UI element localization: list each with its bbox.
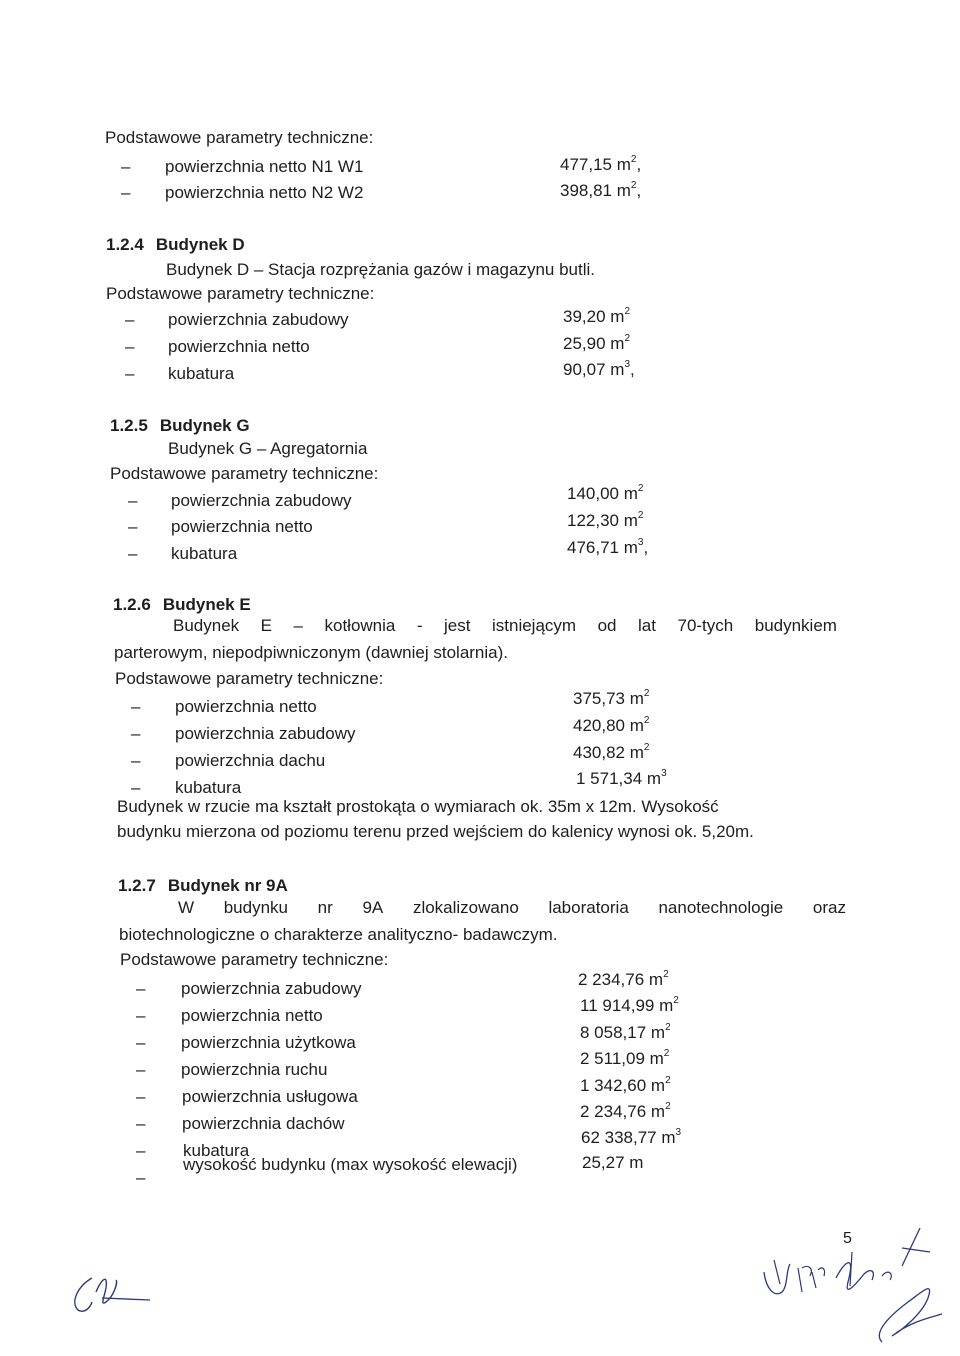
param-value: 8 058,17 $m^2$ [580,1022,671,1042]
param-name: kubatura [175,778,242,797]
param-value: 1 571,34 $m^3$ [576,768,667,788]
param-name: powierzchnia użytkowa [181,1033,356,1052]
param-name: powierzchnia ruchu [181,1060,328,1079]
param-value: 2 234,76 $m^2$ [580,1101,671,1121]
param-name: powierzchnia dachu [175,751,326,770]
param-name: powierzchnia netto [175,697,317,716]
param-value: 420,80 $m^2$ [573,715,650,735]
section-description-line1: Budynek E – kotłownia - jest istniejącym od lat 70-tych budynkiem [173,616,837,635]
params-label: Podstawowe parametry techniczne: [120,950,389,969]
list-dash: – [128,544,138,563]
list-dash: – [136,1060,146,1079]
section-description-line2: parterowym, niepodpiwniczonym (dawniej stolarnia). [114,643,509,662]
list-dash: – [128,491,138,510]
list-dash: – [136,1006,146,1025]
param-value: 25,27 m [582,1153,644,1172]
param-name: powierzchnia zabudowy [171,491,352,510]
section-description-line2: biotechnologiczne o charakterze analityczno- badawczym. [119,925,558,944]
param-name: powierzchnia netto N2 W2 [165,183,364,202]
list-dash: – [131,778,141,797]
section-description: Budynek D – Stacja rozprężania gazów i magazynu butli. [166,260,596,279]
param-value: 2 511,09 $m^2$ [580,1048,670,1068]
param-value: 90,07 $m^3$, [563,359,635,379]
param-value: 398,81 $m^2$, [560,180,642,200]
param-value: 140,00 $m^2$ [567,483,644,503]
param-value: 476,71 $m^3$, [567,537,649,557]
param-name: kubatura [171,544,238,563]
list-dash: – [121,157,131,176]
param-name: powierzchnia zabudowy [181,979,362,998]
param-name: wysokość budynku (max wysokość elewacji) [183,1155,518,1174]
section-heading: 1.2.5 Budynek G [110,416,250,435]
param-value: 62 338,77 $m^3$ [581,1127,682,1147]
param-value: 39,20 $m^2$ [563,306,630,326]
param-value: 477,15 $m^2$, [560,154,642,174]
params-label: Podstawowe parametry techniczne: [106,284,375,303]
param-name: powierzchnia netto N1 W1 [165,157,364,176]
param-value: 2 234,76 $m^2$ [578,969,669,989]
param-name: kubatura [183,1141,250,1160]
page-number: 5 [843,1230,852,1247]
list-dash: – [125,364,135,383]
section-heading: 1.2.4 Budynek D [106,235,245,254]
list-dash: – [121,183,131,202]
param-name: powierzchnia usługowa [182,1087,358,1106]
params-label: Podstawowe parametry techniczne: [110,464,379,483]
list-dash: – [125,337,135,356]
param-value: 375,73 $m^2$ [573,688,650,708]
list-dash: – [128,517,138,536]
param-value: 1 342,60 $m^2$ [580,1075,671,1095]
param-value: 11 914,99 $m^2$ [580,995,679,1015]
note-line2: budynku mierzona od poziomu terenu przed wejściem do kalenicy wynosi ok. 5,20m. [117,822,754,841]
param-value: 430,82 $m^2$ [573,742,650,762]
list-dash: – [136,1168,146,1187]
param-value: 122,30 $m^2$ [567,510,644,530]
handwritten-signature [752,1222,948,1350]
param-name: powierzchnia netto [181,1006,323,1025]
param-name: powierzchnia zabudowy [168,310,349,329]
intro-params-label: Podstawowe parametry techniczne: [105,128,374,147]
section-description-line1: W budynku nr 9A zlokalizowano laboratoria nanotechnologie oraz [178,898,846,917]
param-name: powierzchnia netto [168,337,310,356]
list-dash: – [125,310,135,329]
param-name: powierzchnia zabudowy [175,724,356,743]
list-dash: – [136,1033,146,1052]
param-name: powierzchnia dachów [182,1114,345,1133]
note-line1: Budynek w rzucie ma kształt prostokąta o wymiarach ok. 35m x 12m. Wysokość [117,797,719,816]
list-dash: – [131,697,141,716]
section-description: Budynek G – Agregatornia [168,439,368,458]
param-name: kubatura [168,364,235,383]
list-dash: – [136,1087,146,1106]
handwritten-initials [62,1268,158,1320]
param-name: powierzchnia netto [171,517,313,536]
list-dash: – [136,1141,146,1160]
list-dash: – [131,751,141,770]
section-heading: 1.2.6 Budynek E [113,595,251,614]
list-dash: – [136,979,146,998]
list-dash: – [131,724,141,743]
param-value: 25,90 $m^2$ [563,333,630,353]
list-dash: – [136,1114,146,1133]
params-label: Podstawowe parametry techniczne: [115,669,384,688]
section-heading: 1.2.7 Budynek nr 9A [118,876,288,895]
